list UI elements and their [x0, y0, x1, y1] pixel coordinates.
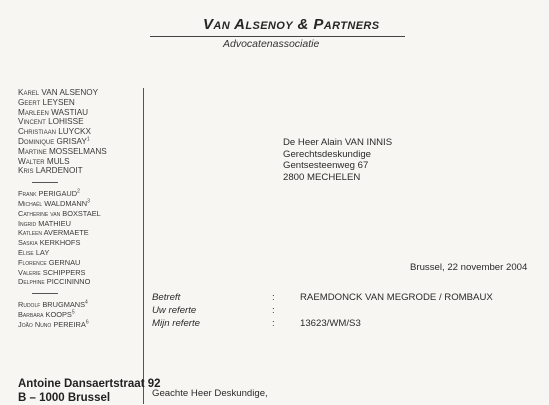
partner-name: Christiaan LUYCKX [18, 127, 91, 137]
firm-subtitle: Advocatenassociatie [223, 38, 320, 50]
partner-name: Martine MOSSELMANS [18, 146, 107, 156]
firm-name: Van Alsenoy & Partners [203, 16, 380, 33]
group-separator [32, 182, 58, 183]
associate-name: Elise LAY [18, 247, 50, 257]
counsel-name: Rudolf BRUGMANS$^4$ [18, 299, 88, 310]
partner-name: Walter MULS [18, 156, 70, 166]
sidebar-lawyer-list [18, 88, 148, 330]
reference-label: Uw referte [152, 305, 197, 316]
recipient-name: De Heer Alain VAN INNIS [283, 137, 393, 148]
reference-colon: : [272, 305, 275, 316]
letter-date: Brussel, 22 november 2004 [410, 262, 528, 273]
associate-name: Michaël WALDMANN$^3$ [18, 198, 90, 208]
reference-value: 13623/WM/S3 [300, 318, 361, 329]
group-separator [32, 293, 58, 294]
recipient-street: Gentsesteenweg 67 [283, 160, 369, 171]
associate-name: Frank PERIGAUD$^2$ [18, 188, 80, 199]
firm-address [18, 377, 161, 405]
reference-row-your-ref [152, 305, 532, 318]
counsel-name: João Nuno PEREIRA$^6$ [18, 319, 89, 329]
recipient-title: Gerechtsdeskundige [283, 148, 371, 160]
associate-name: Catherine van BOXSTAEL [18, 208, 101, 218]
recipient-city: 2800 MECHELEN [283, 171, 361, 183]
partner-name: Kris LARDENOIT [18, 166, 83, 176]
header-rule [150, 36, 405, 37]
partner-name: Geert LEYSEN [18, 97, 75, 107]
associate-name: Valerie SCHIPPERS [18, 267, 86, 277]
partner-name: Vincent LOHISSE [18, 117, 84, 127]
associate-name: Florence GERNAU [18, 257, 81, 267]
associate-name: Saskia KERKHOFS [18, 238, 81, 248]
associates-list [18, 189, 148, 287]
reference-colon: : [272, 318, 275, 329]
reference-row-my-ref [152, 318, 532, 331]
recipient-block [283, 137, 392, 183]
salutation: Geachte Heer Deskundige, [152, 388, 268, 399]
partner-name: Karel VAN ALSENOY [18, 88, 99, 97]
address-city: B – 1000 Brussel [18, 392, 111, 404]
reference-block [152, 292, 532, 331]
counsel-name: Barbara KOOPS$^5$ [18, 309, 75, 319]
reference-value: RAEMDONCK VAN MEGRODE / ROMBAUX [300, 292, 493, 303]
associate-name: Ingrid MATHIEU [18, 218, 71, 228]
counsel-list [18, 300, 148, 329]
address-street: Antoine Dansaertstraat 92 [18, 378, 161, 390]
partner-name: Marleen WASTIAU [18, 107, 89, 117]
sidebar-divider-line [143, 88, 144, 404]
associate-name: Delphine PICCININNO [18, 277, 91, 287]
reference-row-subject [152, 292, 532, 305]
reference-colon: : [272, 292, 275, 303]
reference-label: Mijn referte [152, 318, 200, 329]
partners-list [18, 88, 148, 176]
associate-name: Katleen AVERMAETE [18, 228, 89, 238]
reference-label: Betreft [152, 292, 181, 303]
partner-name: Dominique GRISAY$^1$ [18, 136, 90, 146]
